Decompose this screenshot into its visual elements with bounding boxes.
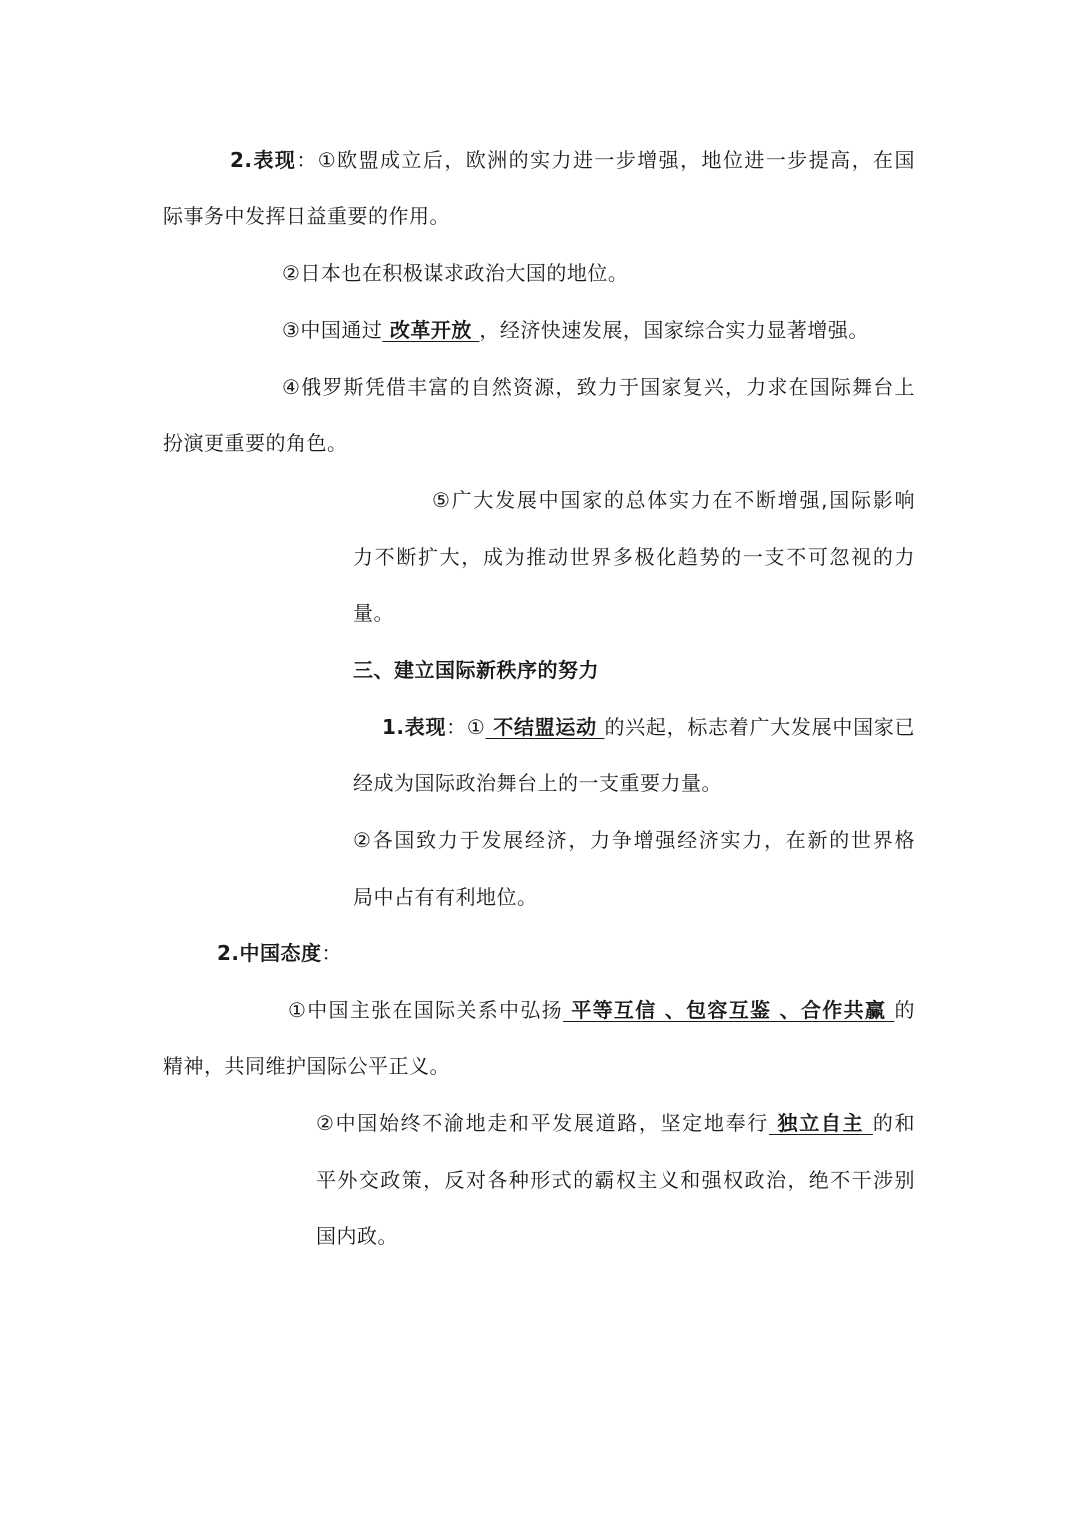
section-3-p2-colon: ： <box>321 941 343 965</box>
section-3-p2-item2-text-c: 国内政。 <box>316 1224 398 1248</box>
item-5-line-3 <box>353 599 394 627</box>
section-3-p1-post: 的兴起，标志着广大发展中国家已 <box>604 715 916 739</box>
item-5-text-b: 力不断扩大，成为推动世界多极化趋势的一支不可忽视的力 <box>353 545 915 569</box>
section-3-p2-item2-line-3 <box>316 1222 398 1250</box>
section-3-p2-item2-text-b: 平外交政策，反对各种形式的霸权主义和强权政治，绝不干涉别 <box>316 1168 915 1192</box>
item-5-text-a: ⑤广大发展中国家的总体实力在不断增强,国际影响 <box>432 488 915 512</box>
section-3-p2-item2-line-1 <box>316 1109 915 1137</box>
section-3-p2-item1-post: 的 <box>894 998 915 1022</box>
section-3-p1-line-1 <box>382 713 915 741</box>
item-3-line <box>282 316 869 344</box>
section-3-p1-text-b: 经成为国际政治舞台上的一支重要力量。 <box>353 771 722 795</box>
item-5-line-1 <box>432 486 915 514</box>
section-3-p2-item1-line-1 <box>288 996 915 1024</box>
section-3-p1-item2-text-b: 局中占有有利地位。 <box>353 885 538 909</box>
section-3-p1-label: 1.表现 <box>382 715 447 739</box>
section-3-p2-item2-pre: ②中国始终不渝地走和平发展道路，坚定地奉行 <box>316 1111 769 1135</box>
item-4-line-1 <box>282 373 915 401</box>
item-4-text-a: ④俄罗斯凭借丰富的自然资源，致力于国家复兴，力求在国际舞台上 <box>282 375 915 399</box>
item-4-line-2 <box>163 429 348 457</box>
section-2-line-1 <box>230 146 915 174</box>
section-3-p2-item1-pre: ①中国主张在国际关系中弘扬 <box>288 998 563 1022</box>
section-3-p2-item2-line-2 <box>316 1166 915 1194</box>
section-3-p2-label: 2.中国态度 <box>217 941 322 965</box>
item-1-text-b: 际事务中发挥日益重要的作用。 <box>163 204 450 228</box>
section-2-colon: ： <box>296 148 318 172</box>
section-2-label: 2.表现 <box>230 148 297 172</box>
section-3-p1-colon: ： <box>446 715 467 739</box>
section-3-heading-text: 三、建立国际新秩序的努力 <box>353 658 599 682</box>
item-4-text-b: 扮演更重要的角色。 <box>163 431 348 455</box>
fill-blank-reform-opening: 改革开放 <box>382 318 480 342</box>
fill-blank-principles: 平等互信 、包容互鉴 、合作共赢 <box>563 998 895 1022</box>
item-3-post: ，经济快速发展，国家综合实力显著增强。 <box>479 318 869 342</box>
item-2-text: ②日本也在积极谋求政治大国的地位。 <box>282 261 629 285</box>
fill-blank-independence: 独立自主 <box>768 1111 873 1135</box>
item-5-text-c: 量。 <box>353 601 394 625</box>
section-3-p2-item1-line-2 <box>163 1052 450 1080</box>
section-3-p2-item1-text-b: 精神，共同维护国际公平正义。 <box>163 1054 450 1078</box>
item-3-pre: ③中国通过 <box>282 318 383 342</box>
section-3-p2-label-line <box>217 939 342 967</box>
item-1-text-a: ①欧盟成立后，欧洲的实力进一步增强，地位进一步提高，在国 <box>317 148 915 172</box>
section-3-p2-item2-post: 的和 <box>872 1111 915 1135</box>
section-3-p1-item2-line-2 <box>353 883 538 911</box>
item-1-line-2 <box>163 202 450 230</box>
item-5-line-2 <box>353 543 915 571</box>
section-3-p1-item2-text-a: ②各国致力于发展经济，力争增强经济实力，在新的世界格 <box>353 828 915 852</box>
fill-blank-non-aligned: 不结盟运动 <box>485 715 605 739</box>
section-3-heading <box>353 656 599 684</box>
section-3-p1-line-2 <box>353 769 722 797</box>
item-2-line <box>282 259 628 287</box>
section-3-p1-num: ① <box>466 715 486 739</box>
section-3-p1-item2-line-1 <box>353 826 915 854</box>
